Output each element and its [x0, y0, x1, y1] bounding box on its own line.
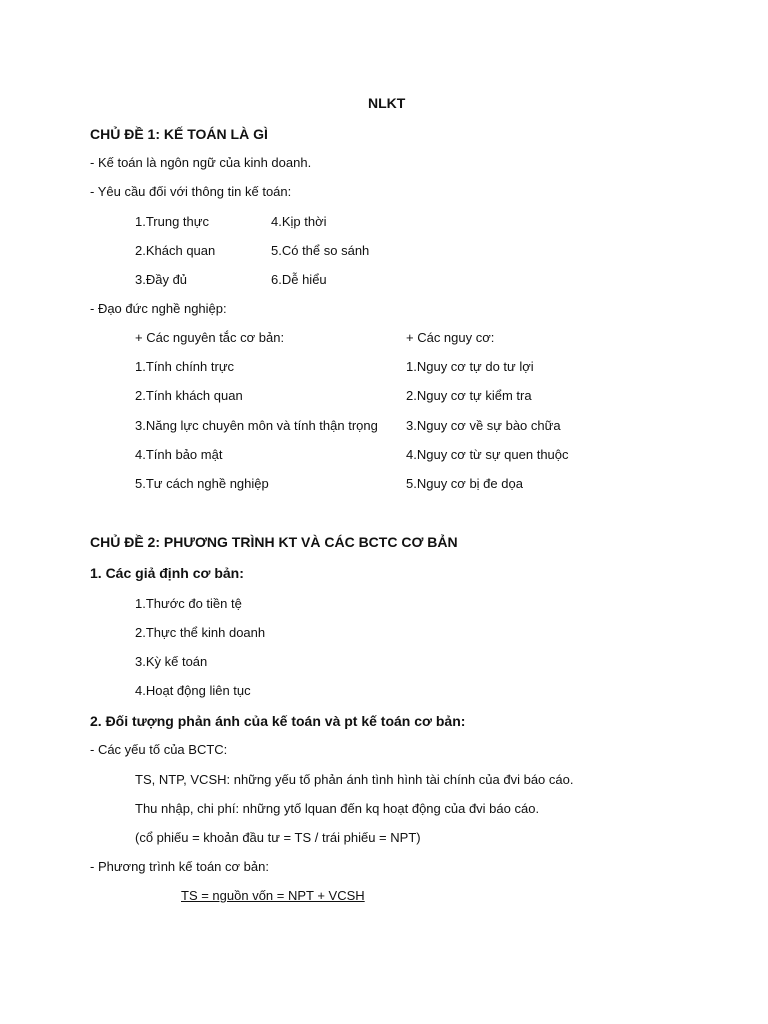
ethics-label: - Đạo đức nghề nghiệp: — [90, 301, 227, 316]
assumption-item: 1.Thước đo tiền tệ — [135, 596, 242, 611]
requirement-item: 4.Kịp thời — [271, 214, 327, 229]
topic1-line1: - Kế toán là ngôn ngữ của kinh doanh. — [90, 155, 312, 170]
page-title: NLKT — [368, 95, 406, 111]
principle-item: 2.Tính khách quan — [135, 388, 243, 403]
element-item: (cổ phiếu = khoản đầu tư = TS / trái phiếu = NPT) — [135, 830, 421, 845]
assumptions-heading: 1. Các giả định cơ bản: — [90, 565, 244, 581]
risk-item: 3.Nguy cơ về sự bào chữa — [406, 418, 561, 433]
principle-item: 3.Năng lực chuyên môn và tính thận trọng — [135, 418, 378, 433]
risk-item: 1.Nguy cơ tự do tư lợi — [406, 359, 534, 374]
elements-label: - Các yếu tố của BCTC: — [90, 742, 228, 757]
risk-item: 5.Nguy cơ bị đe dọa — [406, 476, 523, 491]
requirement-item: 2.Khách quan — [135, 243, 216, 258]
requirement-item: 6.Dễ hiểu — [271, 272, 327, 287]
requirement-item: 3.Đầy đủ — [135, 272, 188, 287]
accounting-equation: TS = nguồn vốn = NPT + VCSH — [181, 888, 365, 903]
element-item: TS, NTP, VCSH: những yếu tố phản ánh tình hình tài chính của đvi báo cáo. — [135, 772, 574, 787]
assumption-item: 2.Thực thể kinh doanh — [135, 625, 266, 640]
requirement-item: 1.Trung thực — [135, 214, 209, 229]
risks-header: + Các nguy cơ: — [406, 330, 495, 345]
topic1-heading: CHỦ ĐỀ 1: KẾ TOÁN LÀ GÌ — [90, 126, 268, 142]
requirement-item: 5.Có thể so sánh — [271, 243, 370, 258]
assumption-item: 4.Hoạt động liên tục — [135, 683, 251, 698]
risk-item: 4.Nguy cơ từ sự quen thuộc — [406, 447, 569, 462]
risk-item: 2.Nguy cơ tự kiểm tra — [406, 388, 532, 403]
principle-item: 5.Tư cách nghề nghiệp — [135, 476, 269, 491]
topic2-heading: CHỦ ĐỀ 2: PHƯƠNG TRÌNH KT VÀ CÁC BCTC CƠ BẢN — [90, 534, 458, 550]
assumption-item: 3.Kỳ kế toán — [135, 654, 208, 669]
topic1-line2: - Yêu cầu đối với thông tin kế toán: — [90, 184, 292, 199]
equation-label: - Phương trình kế toán cơ bản: — [90, 859, 269, 874]
objects-heading: 2. Đối tượng phản ánh của kế toán và pt kế toán cơ bản: — [90, 713, 466, 729]
principle-item: 1.Tính chính trực — [135, 359, 235, 374]
element-item: Thu nhập, chi phí: những ytố lquan đến kq hoạt động của đvi báo cáo. — [135, 801, 540, 816]
principle-item: 4.Tính bảo mật — [135, 447, 223, 462]
principles-header: + Các nguyên tắc cơ bản: — [135, 330, 285, 345]
